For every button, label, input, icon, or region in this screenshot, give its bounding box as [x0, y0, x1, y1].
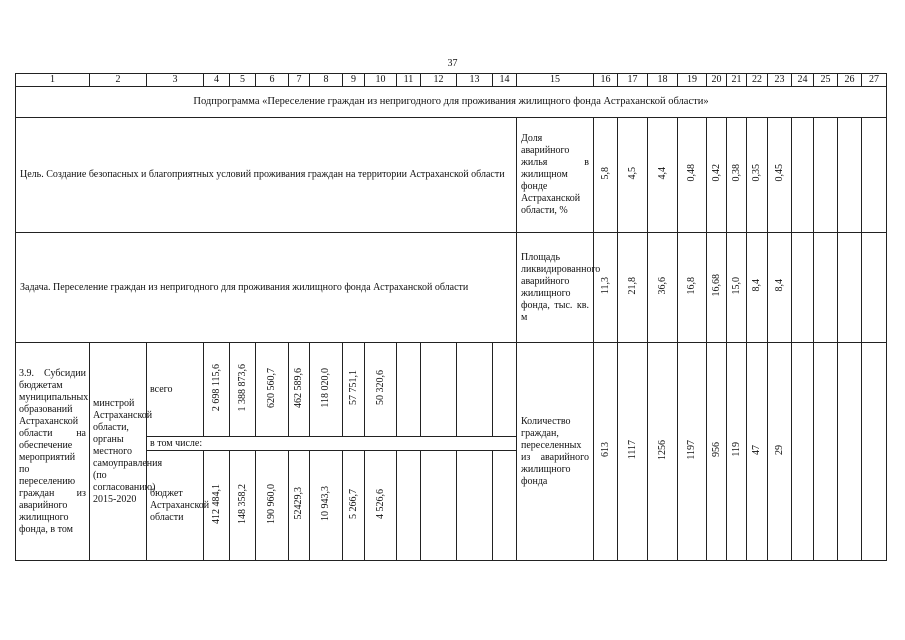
row-budget-label: бюджет Астраханской области — [147, 451, 204, 561]
col-number: 20 — [707, 74, 727, 87]
row-total-label: всего — [147, 343, 204, 437]
budget-value: 148 358,2 — [236, 483, 248, 524]
program-table — [15, 73, 887, 561]
goal-value: 0,35 — [751, 164, 762, 182]
col-number: 6 — [256, 74, 289, 87]
col-number: 18 — [648, 74, 678, 87]
budget-value: 10 943,3 — [320, 486, 331, 521]
col-number: 9 — [343, 74, 365, 87]
measure-executor: минстрой Астраханской области, органы местного самоуправления (по согласованию) 2015-2020 — [90, 343, 147, 561]
column-number-row — [16, 74, 887, 87]
col-number: 17 — [618, 74, 648, 87]
budget-value: 4 526,6 — [374, 488, 386, 519]
total-value: 2 698 115,6 — [210, 363, 222, 412]
total-value: 1 388 873,6 — [236, 363, 248, 412]
col-number: 22 — [747, 74, 768, 87]
total-value: 462 589,6 — [293, 367, 304, 408]
col-number: 2 — [90, 74, 147, 87]
task-value: 16,8 — [686, 276, 697, 295]
col-number: 25 — [814, 74, 838, 87]
task-value: 8,4 — [751, 279, 762, 292]
task-value: 21,8 — [626, 276, 638, 295]
row-including-label: в том числе: — [147, 437, 517, 451]
goal-value: 4,5 — [626, 166, 638, 180]
measure-name: 3.9. Субсидии бюджетам муниципальных образований Астраханской области на обеспечение мероприятий по переселению граждан из аварийного жилищного фонда, в том — [16, 343, 90, 561]
col-number: 12 — [421, 74, 457, 87]
measure-indicator-value: 47 — [751, 444, 762, 455]
task-value: 36,6 — [656, 276, 668, 295]
goal-indicator: Доля аварийного жилья в жилищном фонде Астраханской области, % — [517, 118, 594, 233]
measure-indicator-value: 29 — [773, 444, 785, 455]
total-value: 50 320,6 — [374, 370, 386, 405]
col-number: 7 — [289, 74, 310, 87]
subprogram-row — [16, 87, 887, 118]
goal-value: 0,38 — [730, 164, 742, 182]
task-value: 8,4 — [773, 279, 785, 292]
task-text: Задача. Переселение граждан из непригодного для проживания жилищного фонда Астраханской области — [16, 233, 517, 343]
task-value: 16,68 — [710, 274, 722, 297]
measure-total-row — [16, 343, 887, 437]
col-number: 19 — [678, 74, 707, 87]
goal-value: 0,42 — [710, 164, 722, 182]
measure-indicator: Количество граждан, переселенных из аварийного жилищного фонда — [517, 343, 594, 561]
measure-indicator-value: 613 — [599, 442, 611, 457]
goal-row — [16, 118, 887, 233]
task-value: 11,3 — [599, 276, 611, 295]
col-number: 3 — [147, 74, 204, 87]
measure-indicator-value: 1117 — [626, 439, 638, 460]
total-value: 620 560,7 — [266, 367, 277, 408]
col-number: 1 — [16, 74, 90, 87]
total-value: 57 751,1 — [347, 370, 359, 405]
page-number: 37 — [447, 58, 458, 69]
col-number: 27 — [862, 74, 887, 87]
col-number: 13 — [457, 74, 493, 87]
task-value: 15,0 — [730, 276, 742, 295]
task-indicator: Площадь ликвидированного аварийного жилищного фонда, тыс. кв. м — [517, 233, 594, 343]
budget-value: 190 960,0 — [266, 483, 277, 524]
budget-value: 412 484,1 — [210, 483, 222, 524]
goal-value: 0,45 — [773, 164, 785, 182]
col-number: 8 — [310, 74, 343, 87]
col-number: 15 — [517, 74, 594, 87]
col-number: 11 — [397, 74, 421, 87]
goal-value: 0,48 — [686, 164, 697, 182]
budget-value: 52429,3 — [293, 487, 304, 520]
col-number: 23 — [768, 74, 792, 87]
col-number: 21 — [727, 74, 747, 87]
col-number: 10 — [365, 74, 397, 87]
col-number: 5 — [230, 74, 256, 87]
goal-value: 5,8 — [599, 166, 611, 180]
measure-indicator-value: 1197 — [686, 439, 697, 460]
measure-indicator-value: 119 — [730, 442, 742, 457]
goal-text: Цель. Создание безопасных и благоприятных условий проживания граждан на территории Астраханской области — [16, 118, 517, 233]
budget-value: 5 266,7 — [347, 488, 359, 519]
col-number: 14 — [493, 74, 517, 87]
measure-indicator-value: 1256 — [656, 439, 668, 460]
measure-indicator-value: 956 — [710, 442, 722, 457]
goal-value: 4,4 — [656, 166, 668, 180]
task-row — [16, 233, 887, 343]
col-number: 16 — [594, 74, 618, 87]
col-number: 26 — [838, 74, 862, 87]
total-value: 118 020,0 — [320, 367, 331, 408]
subprogram-title: Подпрограмма «Переселение граждан из непригодного для проживания жилищного фонда Астраханской области» — [16, 87, 887, 118]
col-number: 24 — [792, 74, 814, 87]
col-number: 4 — [204, 74, 230, 87]
